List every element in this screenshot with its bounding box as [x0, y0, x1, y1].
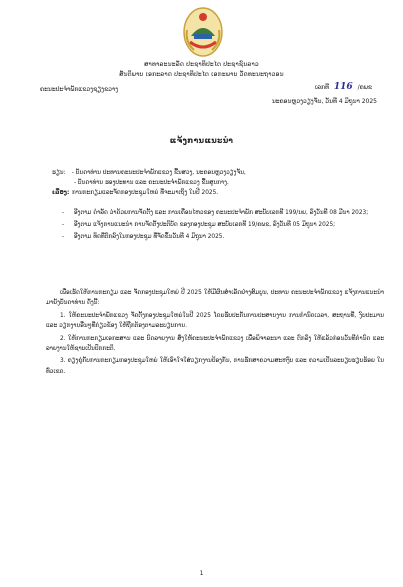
reference-item: - ອີງຕາມ ດຳລັດ ວ່າດ້ວຍການຈັດຕັ້ງ ແລະ ການເຄື່ອນໄຫວຂອງ ຄະນະປະຈໍາພັກ ສະບັບເລກທີ 199/ນຍ, ລົງວັນທີ 08 ມີນາ 2023; — [62, 210, 369, 216]
point-1-paragraph: 1. ໃຫ້ຄະນະປະຈຳພັກແຂວງ ຈັດຕັ້ງກອງປະຊຸມໃຫຍ່ໃນປີ 2025 ໂດຍຮັບປະກັນການປະສານງານ ການກຳນົດເວລາ, ສະຖານທີ່, ງົບປະມານ ແລະ ວຽກງານອື່ນໆທີ່ກ່ຽວຂ້ອງ ໃຫ້ຖືກຕ້ອງຕາມລະບຽບການ. — [46, 312, 384, 330]
motto-line: ສັນຕິພາບ ເອກະລາດ ປະຊາທິປະໄຕ ເອກະພາບ ວັດທະນະຖາວອນ — [119, 71, 284, 78]
document-title: ແຈ້ງການແນະນຳ — [169, 136, 234, 145]
reference-number — [315, 82, 372, 93]
subject-label: ເລື່ອງ: — [52, 190, 70, 196]
national-emblem-icon — [182, 6, 224, 58]
to-line-2: - ບັນດາທ່ານ ຮອງປະທານ ແລະ ຄະນະປະຈໍາພັກແຂວງ ຂື້ນສູນກາງ. — [74, 180, 229, 186]
reference-item: - ອີງຕາມ ແຈ້ງການແນະນຳ ການຈັດຕັ້ງປະຕິບັດ ຂອງກອງປະຊຸມ ສະບັບເລກທີ 19/ຄພຂ, ລົງວັນທີ 05 ມິຖຸນາ 2025; — [62, 222, 336, 228]
document-body — [46, 288, 384, 379]
to-line-1: - ບັນດາທ່ານ ປະທານຄະນະປະຈໍາພັກແຂວງ ຂື້ນສວງ, ນະຄອນຫຼວງວຽງຈັນ, — [71, 170, 246, 176]
reference-item: - ອີງຕາມ ທິດທີ່ຕົກລົງໃນກອງປະຊຸມ ທີ່ຈັດຂຶ້ນວັນທີ 4 ມິຖຸນາ 2025. — [62, 234, 225, 240]
issue-date: ນະຄອນຫຼວງວຽງຈັນ, ວັນທີ 4 ມິຖຸນາ 2025 — [271, 98, 377, 105]
number-suffix: /ຄພຂ — [357, 84, 372, 91]
issuing-department: ຄະນະປະຈໍາພັກແຂວງຊຽງຂວາງ — [40, 86, 119, 93]
recipients-block — [52, 168, 382, 198]
to-label: ຮຽນ: — [52, 170, 66, 176]
number-value: 116 — [333, 82, 353, 92]
country-line: ສາທາລະນະລັດ ປະຊາທິປະໄຕ ປະຊາຊົນລາວ — [144, 61, 259, 68]
number-label: ເລກທີ — [314, 84, 329, 91]
point-3-paragraph: 3. ຄຽງຄູ່ກັບການກະກຽມກອງປະຊຸມໃຫຍ່ ໃຫ້ເອົາໃຈໃສ່ວຽກງານປ້ອງກັນ, ການຮັກສາຄວາມສະຫງົບ ແລະ ຄວາມເປັນລະບຽບຮຽບຮ້ອຍ ໃນທົ່ວເຂດ. — [46, 358, 384, 375]
legal-references — [62, 208, 392, 244]
intro-paragraph: ເພື່ອເຮັດໃຫ້ການກະກຽມ ແລະ ຈັດກອງປະຊຸມໃຫຍ່ ປີ 2025 ໃຫ້ມີຜົນສໍາເລັດຢ່າງສົມບູນ, ປະທານ ຄະນະປະຈໍາພັກແຂວງ ແຈ້ງການແນະນຳມາຍັງບັນດາທ່ານ ດັ່ງນີ້: — [46, 290, 384, 307]
page-number: 1 — [199, 570, 204, 577]
point-2-paragraph: 2. ໃຫ້ການກະກຽມເອກະສານ ແລະ ບົດລາຍງານ ສົ່ງໃຫ້ຄະນະປະຈຳພັກແຂວງ ເພື່ອພິຈາລະນາ ແລະ ຕົກລົງ ໃຫ້ແລ້ວກ່ອນວັນທີກຳນົດ ແລະ ລາຍງານໃຫ້ຊາບເປັນປົກກະຕິ. — [46, 335, 384, 353]
subject-text: ການກະກຽມແລະຈັດກອງປະຊຸມໃຫຍ່ ທີ່ຈະມາເຖິງ ໃນປີ 2025. — [71, 190, 219, 196]
